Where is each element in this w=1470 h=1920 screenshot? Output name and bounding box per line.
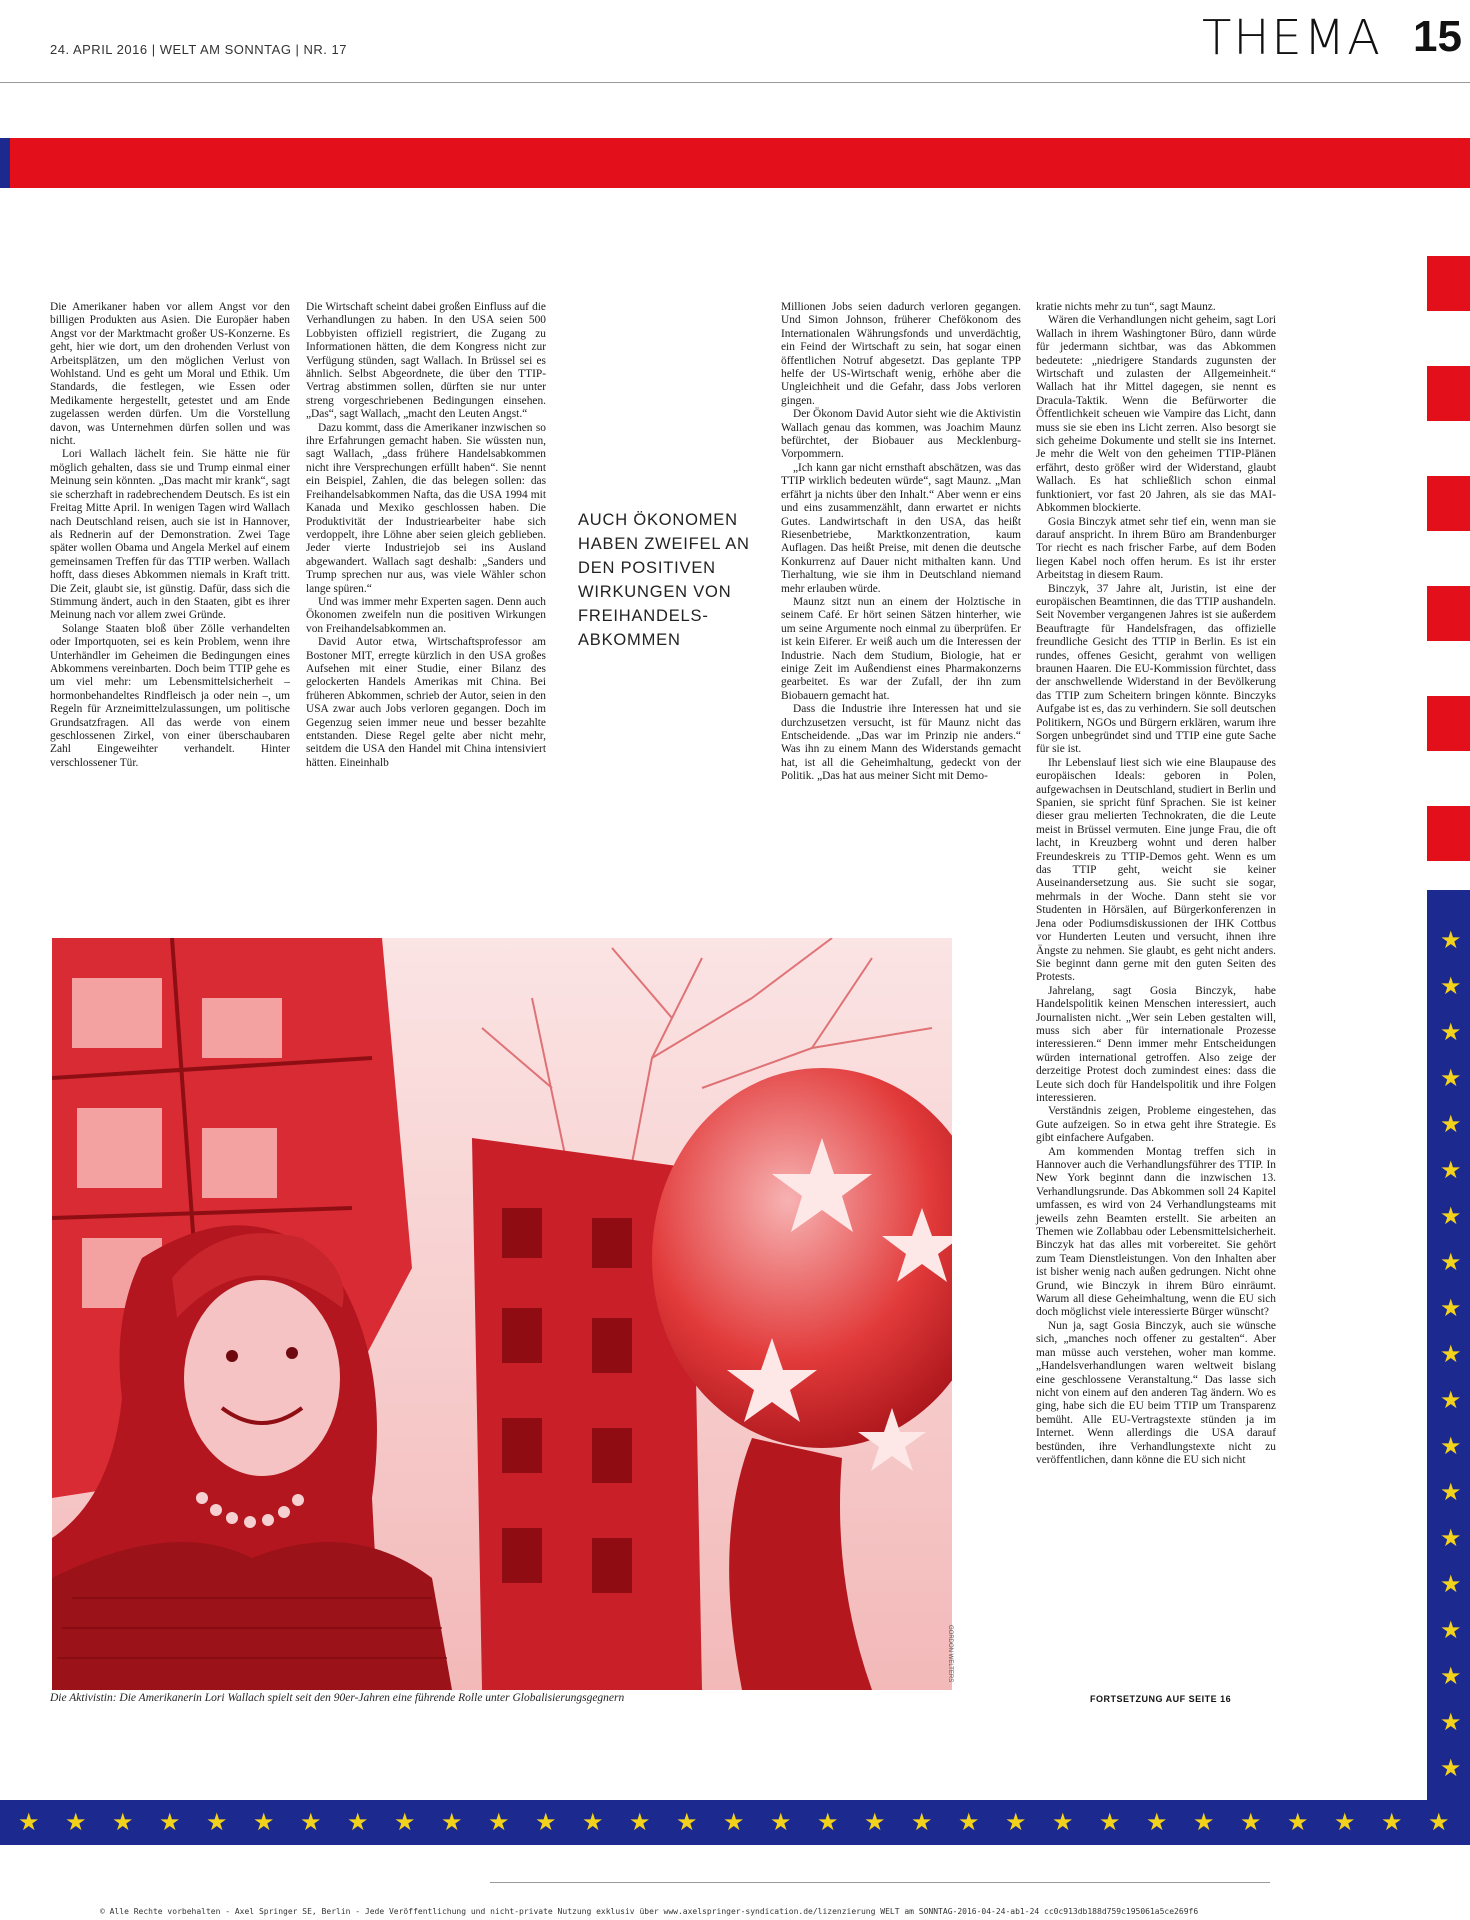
paragraph: „Ich kann gar nicht ernsthaft abschätzen, was das TTIP wirklich bedeuten würde“, sagt Maunz. „Man erfährt ja nichts über den Inhalt.“ Aber wenn er eins und eins zusammenzählt, dann erwartet er nichts Gutes. Landwirtschaft in den USA, das heißt Riesenbetriebe, Marktkonzentration, kaum Auflagen. Das heißt Preise, mit denen die deutsche Konkurrenz auf Dauer nicht mithalten kann. Und Tierhaltung, wie sie ihm in Deutschland niemand mehr erlauben würde. xyxy=(781,461,1021,595)
star-icon: ★ xyxy=(1440,1754,1462,1782)
paragraph: David Autor etwa, Wirtschaftsprofessor am Bostoner MIT, erregte kürzlich in den USA großes Aufsehen mit einer Studie, einer Bilanz des gelockerten Handels Amerikas mit China. Bei früheren Abkommen, schrieb der Autor, seien in den USA zwar auch Jobs verloren gegangen. Doch im Gegenzug seien immer neue und besser bezahlte entstanden. Diese Regel gelte aber nicht mehr, seitdem die USA den Handel mit China intensiviert hätten. Eineinhalb xyxy=(306,636,546,769)
star-icon: ★ xyxy=(1440,1708,1462,1736)
paragraph: Jahrelang, sagt Gosia Binczyk, habe Handelspolitik keinen Menschen interessiert, auch Journalisten nicht. „Wer sein Leben gestalten will, muss sich aber für internationale Prozesse interessieren.“ Denn immer mehr Entscheidungen würden international getroffen. Also zeige der derzeitige Protest doch zumindest eines: dass die Leute sich doch für Handelspolitik und ihre Folgen interessieren. xyxy=(1036,984,1276,1104)
star-icon: ★ xyxy=(1052,1808,1074,1836)
star-icon: ★ xyxy=(1440,1524,1462,1552)
star-icon: ★ xyxy=(18,1808,40,1836)
star-icon: ★ xyxy=(300,1808,322,1836)
paragraph: Gosia Binczyk atmet sehr tief ein, wenn man sie darauf anspricht. In ihrem Büro am Brandenburger Tor riecht es nach frischer Farbe, auf dem Boden liegen Kabel noch offen herum. Es ist ihr erster Arbeitstag in diesem Raum. xyxy=(1036,515,1276,582)
paragraph: Die Amerikaner haben vor allem Angst vor den billigen Produkten aus Asien. Die Europäer haben Angst vor der Marktmacht großer US-Konzerne. Es geht, hier wie dort, um den drohenden Verlust von Arbeitsplätzen, um den möglichen Verlust von Wohlstand. Und es geht um Moral und Ethik. Um Standards, die festlegen, wie Essen oder Medikamente hergestellt, getestet und am Ende zugelassen werden dürfen. Um die Vorstellung davon, was Unternehmen dürfen sollen und was nicht. xyxy=(50,301,290,448)
star-icon: ★ xyxy=(1334,1808,1356,1836)
star-icon: ★ xyxy=(394,1808,416,1836)
star-icon: ★ xyxy=(1440,1156,1462,1184)
star-icon: ★ xyxy=(253,1808,275,1836)
page-number: 15 xyxy=(1413,12,1462,61)
paragraph: Binczyk, 37 Jahre alt, Juristin, ist eine der europäischen Beamtinnen, die das TTIP aushandeln. Seit November vergangenen Jahres ist sie außerdem Beauftragte für Handelsfragen, das offizielle freundliche Gesicht des TTIP in Berlin. Es ist ein rundes, offenes Gesicht, gerahmt von welligen braunen Haaren. Die EU-Kommission fürchtet, dass der anschwellende Widerstand in der Bevölkerung das TTIP zum Scheitern bringen könnte. Binczyks Aufgabe ist es, das zu verhindern. Sie soll deutschen Politikern, NGOs und Bürgern erklären, warum ihre Sorgen unbegründet sind und TTIP eine gute Sache für sie ist. xyxy=(1036,582,1276,756)
star-icon: ★ xyxy=(441,1808,463,1836)
star-icon: ★ xyxy=(1381,1808,1403,1836)
star-icon: ★ xyxy=(1440,1294,1462,1322)
star-icon: ★ xyxy=(676,1808,698,1836)
star-icon: ★ xyxy=(1428,1808,1450,1836)
pull-quote: AUCH ÖKONOMEN HABEN ZWEIFEL AN DEN POSITIVEN WIRKUNGEN VON FREIHANDELSABKOMMEN xyxy=(578,511,750,649)
paragraph: kratie nichts mehr zu tun“, sagt Maunz. xyxy=(1036,301,1216,313)
star-icon: ★ xyxy=(582,1808,604,1836)
photo-credit: GORDON WELTERS xyxy=(947,1625,953,1683)
star-icon: ★ xyxy=(1193,1808,1215,1836)
star-icon: ★ xyxy=(488,1808,510,1836)
star-icon: ★ xyxy=(1440,1202,1462,1230)
star-icon: ★ xyxy=(1005,1808,1027,1836)
paragraph: Am kommenden Montag treffen sich in Hannover auch die Verhandlungsführer des TTIP. In New York beginnt dann die inzwischen 13. Verhandlungsrunde. Das Abkommen soll 24 Kapitel umfassen, es wird von 24 Verhandlungsteams mit jeweils zehn Beamten erstellt. Sie arbeiten an Themen wie Zollabbau oder Lebensmittelsicherheit. Binczyk hat das alles mit vorbereitet. Sie gehört zum Team Dienstleistungen. Von den Inhalten aber ist bisher wenig nach außen gedrungen. Nicht ohne Grund, wie Binczyk in ihrem Büro einräumt. Warum all diese Geheimhaltung, wenn die EU sich doch möglichst viele interessierte Bürger wünscht? xyxy=(1036,1145,1276,1319)
paragraph: Solange Staaten bloß über Zölle verhandelten oder Importquoten, sei es kein Problem, wenn ihre Unterhändler im Geheimen die Bedingungen eines Abkommens vereinbarten. Doch beim TTIP gehe es um viel mehr: um Lebensmittelsicherheit – hormonbehandeltes Rindfleisch ja oder nein –, um Regeln für Arzneimittelzulassungen, um politische Grundsatzfragen. All das werde von einem geschlossenen Zirkel, von einer überschaubaren Zahl Eingeweihter verhandelt. Hinter verschlossener Tür. xyxy=(50,622,290,769)
issue-meta: 24. APRIL 2016 | WELT AM SONNTAG | NR. 17 xyxy=(50,42,347,57)
star-icon: ★ xyxy=(65,1808,87,1836)
star-icon: ★ xyxy=(1440,1662,1462,1690)
star-icon: ★ xyxy=(1440,1018,1462,1046)
star-icon: ★ xyxy=(1440,926,1462,954)
paragraph: Dazu kommt, dass die Amerikaner inzwischen so ihre Erfahrungen gemacht haben. Sie wüssten nun, sagt Wallach, „dass frühere Handelsabkommen nicht ihre Versprechungen erfüllt haben“. Sie nennt ein Beispiel, Zahlen, die das belegen sollen: das Freihandelsabkommen Nafta, das die USA 1994 mit Kanada und Mexiko geschlossen haben. Die Produktivität der Industriearbeiter habe sich verdoppelt, ihre Löhne aber seien gleich geblieben. Jeder vierte Industriejob sei ins Ausland abgewandert. Wallach sagt deshalb: „Sanders und Trump sprechen nur aus, was viele Wähler schon lange spüren.“ xyxy=(306,421,546,595)
star-icon: ★ xyxy=(1440,972,1462,1000)
paragraph: Wären die Verhandlungen nicht geheim, sagt Lori Wallach in ihrem Washingtoner Büro, dann würde für jedermann sichtbar, was das Abkommen bedeutete: „niedrigere Standards zugunsten der Wirtschaft und zulasten der Allgemeinheit.“ Wallach hat ihr Mittel dagegen, sie nennt es Dracula-Taktik. Wenn die Befürworter die Öffentlichkeit scheuen wie Vampire das Licht, dann muss sie sie eben ins Licht zerren. Also besorgt sie sich geheime Dokumente und stellt sie ins Internet. Je mehr die Welt von den geheimen TTIP-Plänen erfährt, desto größer wird der Widerstand, glaubt Wallach. Es hat schließlich schon einmal funktioniert, vor fast 20 Jahren, als sie das MAI-Abkommen blockierte. xyxy=(1036,314,1276,515)
star-icon: ★ xyxy=(1146,1808,1168,1836)
star-icon: ★ xyxy=(1440,1570,1462,1598)
paragraph: Und was immer mehr Experten sagen. Denn auch Ökonomen zweifeln nun die positiven Wirkungen von Freihandelsabkommen an. xyxy=(306,595,546,635)
star-icon: ★ xyxy=(1440,1248,1462,1276)
paragraph: Nun ja, sagt Gosia Binczyk, auch sie wünsche sich, „manches noch offener zu gestalten“. Aber man müsse auch verstehen, woher man komme. „Handelsverhandlungen waren weltweit bislang eine geschlossene Veranstaltung.“ Das lasse sich nicht von einem auf den anderen Tag ändern. Wo es ging, habe sich die EU beim TTIP um Transparenz bemüht. Alle EU-Vertragstexte stünden ja im Internet. Wenn allerdings die USA darauf bestünden, ihre Verhandlungstexte nicht zu veröffentlichen, dann könne die EU sich nicht xyxy=(1036,1319,1276,1466)
star-icon: ★ xyxy=(1287,1808,1309,1836)
star-icon: ★ xyxy=(347,1808,369,1836)
star-icon: ★ xyxy=(629,1808,651,1836)
paragraph: Ihr Lebenslauf liest sich wie eine Blaupause des europäischen Ideals: geboren in Polen, aufgewachsen in Deutschland, studiert in Berlin und Spanien, sie spricht fünf Sprachen. Sie ist keiner dieser grau melierten Technokraten, die die Leute meist in Brüssel vermuten. Eine junge Frau, die oft lacht, in Kreuzberg wohnt und deren halber Freundeskreis zu TTIP-Demos geht. Wenn es um das TTIP geht, weicht sie keiner Auseinandersetzung aus. Sie sucht sie sogar, mehrmals in der Woche. Dann steht sie vor Studenten in Hörsälen, auf Bürgerkonferenzen in Jena oder Podiumsdiskussionen der IHK Cottbus vor Hunderten Leuten und versucht, ihnen ihre Ängste zu nehmen. Sie glaubt, es geht nicht anders. Sie beginnt dann gerne mit den guten Seiten des Protests. xyxy=(1036,756,1276,984)
star-icon: ★ xyxy=(1440,1386,1462,1414)
paragraph: Verständnis zeigen, Probleme eingestehen, das Gute aufzeigen. So in etwa geht ihre Strategie. Es gibt einfachere Aufgaben. xyxy=(1036,1105,1276,1145)
star-icon: ★ xyxy=(770,1808,792,1836)
star-icon: ★ xyxy=(1440,1064,1462,1092)
paragraph: Dass die Industrie ihre Interessen hat und sie durchzusetzen versucht, ist für Maunz nicht das Entscheidende. „Das war im Prinzip nie anders.“ Was ihn zu einem Mann des Widerstands gemacht hat, ist all die Geheimhaltung, gedeckt von der Politik. „Das hat aus meiner Sicht mit Demo- xyxy=(781,703,1021,783)
star-icon: ★ xyxy=(535,1808,557,1836)
continued-note: FORTSETZUNG AUF SEITE 16 xyxy=(1090,1694,1232,1704)
paragraph: Der Ökonom David Autor sieht wie die Aktivistin Wallach genau das kommen, was Joachim Maunz befürchtet, der Biobauer aus Mecklenburg-Vorpommern. xyxy=(781,408,1021,461)
star-icon: ★ xyxy=(1440,1432,1462,1460)
star-icon: ★ xyxy=(817,1808,839,1836)
star-icon: ★ xyxy=(911,1808,933,1836)
copyright-footer: © Alle Rechte vorbehalten - Axel Springer SE, Berlin - Jede Veröffentlichung und nicht-private Nutzung exklusiv über www.axelspringer-syndication.de/lizenzierung WELT am SONNTAG-2016-04-24-ab1-24 cc0c913db188d759c195061a5ce269f6 xyxy=(100,1907,1199,1916)
section-title: THEMA xyxy=(1202,10,1382,66)
star-icon: ★ xyxy=(864,1808,886,1836)
star-icon: ★ xyxy=(206,1808,228,1836)
star-icon: ★ xyxy=(723,1808,745,1836)
star-icon: ★ xyxy=(112,1808,134,1836)
star-icon: ★ xyxy=(1099,1808,1121,1836)
paragraph: Lori Wallach lächelt fein. Sie hätte nie für möglich gehalten, dass sie und Trump einmal einer Meinung sein könnten. „Das macht mir krank“, sagt sie scherzhaft in radebrechendem Deutsch. Es ist ein Freitag Mitte April. In wenigen Tagen wird Wallach nach Deutschland reisen, auch sie ist in Hannover, als Rednerin auf der Demonstration. Zwei Tage später wollen Obama und Angela Merkel auf einem gemeinsamen Treffen für das TTIP werben. Wallach hofft, dass dieses Abkommen niemals in Kraft tritt. Die Zeit, glaubt sie, ist günstig. Dafür, dass sich die Stimmung ändert, auch in den Staaten, gibt es ihrer Meinung nach vor allem zwei Gründe. xyxy=(50,448,290,622)
star-icon: ★ xyxy=(1440,1478,1462,1506)
paragraph: Die Wirtschaft scheint dabei großen Einfluss auf die Verhandlungen zu haben. In den USA seien 500 Lobbyisten offiziell registriert, die Zugang zu Informationen hätten, die dem Kongress nicht zur Verfügung stünden, sagt Wallach. In Brüssel sei es ähnlich. Selbst Abgeordnete, die über den TTIP-Vertrag abstimmen sollen, dürften sie nur unter streng vorgeschriebenen Bedingungen einsehen. „Das“, sagt Wallach, „macht den Leuten Angst.“ xyxy=(306,301,546,421)
star-icon: ★ xyxy=(1440,1616,1462,1644)
photo-caption: Die Aktivistin: Die Amerikanerin Lori Wallach spielt seit den 90er-Jahren eine führende Rolle unter Globalisierungsgegnern xyxy=(50,1692,625,1704)
footer-divider xyxy=(490,1882,1270,1883)
star-icon: ★ xyxy=(159,1808,181,1836)
star-icon: ★ xyxy=(1440,1110,1462,1138)
paragraph: Millionen Jobs seien dadurch verloren gegangen. Und Simon Johnson, früherer Chefökonom des Internationalen Währungsfonds und unverdächtig, ein Feind der Wirtschaft zu sein, hat sogar einen öffentlichen Notruf abgesetzt. Das geplante TPP helfe der US-Wirtschaft wenig, erhöhe aber die Ungleichheit und die Gefahr, dass Jobs verloren gingen. xyxy=(781,301,1021,407)
star-icon: ★ xyxy=(1240,1808,1262,1836)
star-icon: ★ xyxy=(1440,1340,1462,1368)
paragraph: Maunz sitzt nun an einem der Holztische in seinem Café. Er hört seinen Sätzen hinterher, wie um seine Argumente noch einmal zu überprüfen. Er ist kein Eiferer. Er weiß auch um die Interessen der Industrie. Nach dem Studium, Biologie, hat er einige Zeit im Außendienst eines Pharmakonzerns gearbeitet. Es war der Zufall, der ihn zum Biobauern gemacht hat. xyxy=(781,595,1021,702)
star-icon: ★ xyxy=(958,1808,980,1836)
